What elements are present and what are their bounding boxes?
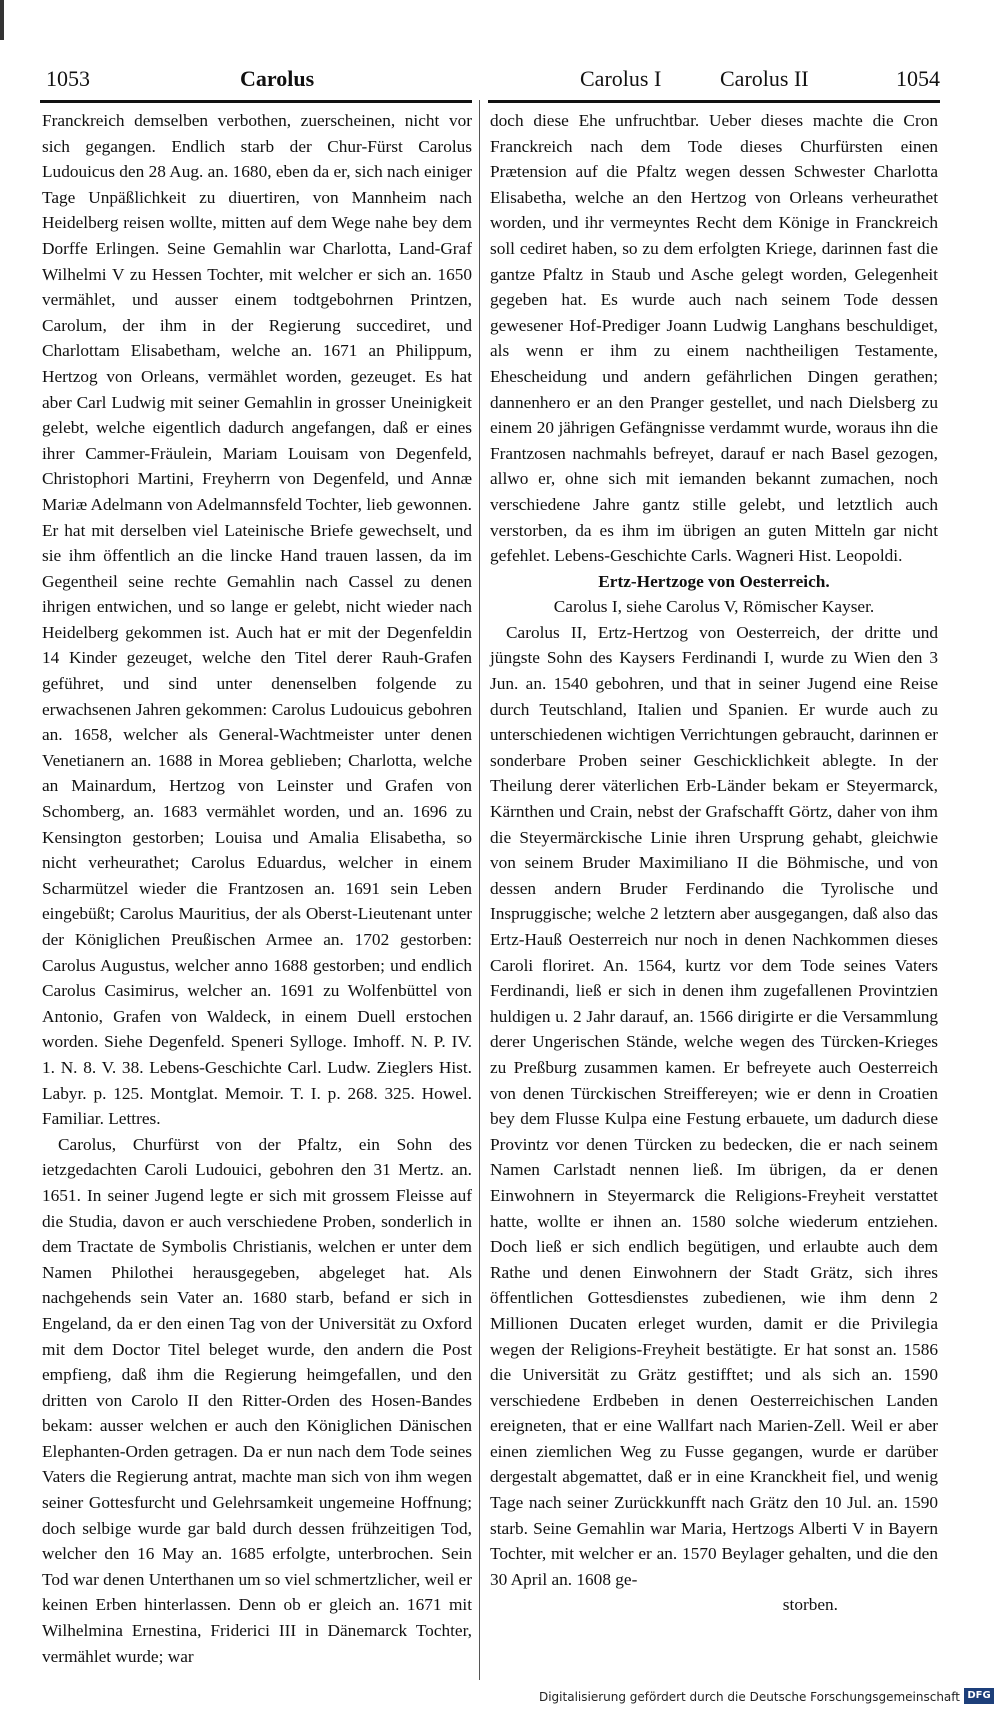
entry-carolus-pfaltz-continued: doch diese Ehe unfruchtbar. Ueber dieses machte die Cron Franckreich nach dem Tode dieses Churfürsten einen Prætension auf die Pfaltz wegen dessen Schwester Charlotta Elisabetha, welche an den Hertzog von Orleans verheurathet worden, und ihr vermeyntes Recht dem Könige in Franckreich soll cediret haben, so zu dem erfolgten Kriege, darinnen fast die gantze Pfaltz in Staub und Asche gelegt worden, Gelegenheit gegeben hat. Es wurde auch nach seinem Tode dessen gewesener Hof-Prediger Joann Ludwig Langhans beschuldiget, als wenn er ihm zu einem nachtheiligen Testamente, Ehescheidung und andern gefährlichen Dingen gerathen; dannenhero er an den Pranger gestellet, und nach Dielsberg zu einem 20 jährigen Gefängnisse verdammt wurde, woraus ihn die Frantzosen nachmahls befreyet, darauf er nach Basel gezogen, allwo er, ohne sich mit iemanden bekannt zumachen, noch verschiedene Jahre gantz stille gelebt, und letztlich auch verstorben, da es ihm im übrigen an guten Mitteln gar nicht gefehlet. Lebens-Geschichte Carls. Wagneri Hist. Leopoldi.	[490, 111, 938, 566]
header-rule-right	[488, 100, 940, 103]
right-page-number: 1054	[896, 66, 940, 91]
left-page-number: 1053	[46, 66, 90, 91]
digitization-credit: Digitalisierung gefördert durch die Deutsche Forschungsgemeinschaft	[538, 1690, 960, 1704]
entry-end-word: storben.	[782, 1595, 838, 1615]
entry-carolus-churfuerst-pfaltz: Carolus, Churfürst von der Pfaltz, ein Sohn des ietzgedachten Caroli Ludouici, gebohren den 31 Mertz. an. 1651. In seiner Jugend legte er sich mit grossem Fleisse auf die Studia, davon er auch verschiedene Proben, sonderlich in dem Tractate de Symbolis Christianis, welchen er unter dem Namen Philothei herausgegeben, abgeleget hat. Als nachgehends sein Vater an. 1680 starb, befand er sich in Engeland, da er den einen Tag von der Universität zu Oxford mit dem Doctor Titel beleget wurde, den andern die Post empfieng, daß ihm die Regierung heimgefallen, und den dritten von Carolo II den Ritter-Orden des Hosen-Bandes bekam: ausser welchen er auch den Königlichen Dänischen Elephanten-Orden getragen. Da er nun nach dem Tode seines Vaters die Regierung antrat, machte man sich von ihm wegen seiner Gottesfurcht und Gelehrsamkeit ungemeine Hoffnung; doch selbige wurde gar bald durch dessen frühzeitigen Tod, welcher den 16 May an. 1685 erfolgte, unterbrochen. Sein Tod war denen Unterthanen um so viel schmertzlicher, weil er keinen Erben hinterlassen. Denn ob er gleich an. 1671 mit Wilhelmina Ernestina, Friderici III in Dänemarck Tochter, vermählet wurde; war	[42, 1134, 472, 1666]
right-running-title-1: Carolus I	[580, 66, 662, 91]
dfg-logo: DFG	[964, 1688, 994, 1704]
column-divider	[479, 100, 480, 1680]
header-rule-left	[40, 100, 472, 103]
left-column	[42, 108, 472, 1669]
cross-reference: Carolus I, siehe Carolus V, Römischer Kayser.	[553, 597, 875, 617]
right-column	[490, 108, 938, 1618]
left-running-title: Carolus	[240, 66, 315, 91]
page-footer	[0, 1686, 1000, 1708]
entry-carolus-ii-oesterreich: Carolus II, Ertz-Hertzog von Oesterreich, der dritte und jüngste Sohn des Kaysers Ferdinandi I, wurde zu Wien den 3 Jun. an. 1540 gebohren, und that in seiner Jugend eine Reise durch Teutschland, Italien und Spanien. Er wurde auch zu unterschiedenen wichtigen Verrichtungen gebraucht, darinnen er sonderbare Proben seiner Geschicklichkeit ablegte. In der Theilung derer väterlichen Erb-Länder bekam er Steyermarck, Kärnthen und Crain, nebst der Grafschafft Görtz, daher von ihm die Steyermärckische Linie ihren Ursprung gehabt, gleichwie von seinem Bruder Maximiliano II die Böhmische, und von dessen andern Bruder Ferdinando die Tyrolische und Inspruggische; welche 2 letztern aber ausgegangen, daß also das Ertz-Hauß Oesterreich nur noch in denen Nachkommen dieses Caroli floriret. An. 1564, kurtz vor dem Tode seines Vaters Ferdinandi, ließ er sich in denen ihm zugefallenen Provintzien huldigen u. 2 Jahr darauf, an. 1566 dirigirte er die Versammlung derer Ungerischen Stände, welche wegen des Türcken-Krieges zu Preßburg zusammen kamen. Er befreyete auch Oesterreich von denen Türckischen Streiffereyen; wie er denn in Croatien bey dem Flusse Kulpa eine Festung erbauete, um dadurch diese Provintz vor denen Türcken zu bedecken, die er nach seinem Namen Carlstadt nennen ließ. Im übrigen, da er denen Einwohnern in Steyermarck die Religions-Freyheit verstattet hatte, wollte er ihnen an. 1580 solche wiederum entziehen. Doch ließ er sich endlich begütigen, und erlaubte auch dem Rathe und denen Einwohnern der Stadt Grätz, sich ihres öffentlichen Gottesdienstes zubedienen, wie ihm denn 2 Millionen Ducaten erleget wurden, damit er die Privilegia wegen der Religions-Freyheit bestätigte. Er hat sonst an. 1586 die Universität zu Grätz gestifftet; und als sich an. 1590 verschiedene Erdbeben in denen Oesterreichischen Landen ereigneten, that er eine Wallfart nach Marien-Zell. Weil er aber einen ziemlichen Weg zu Fusse gegangen, wurde er darüber dergestalt abgemattet, daß er in eine Kranckheit fiel, und wenig Tage nach seiner Zurückkunfft nach Grätz den 10 Jul. an. 1590 starb. Seine Gemahlin war Maria, Hertzogs Alberti V in Bayern Tochter, mit welcher er an. 1570 Beylager gehalten, und die den 30 April an. 1608 ge-	[490, 622, 938, 1589]
binding-mark	[0, 0, 4, 40]
page-header	[40, 66, 940, 102]
right-running-title-2: Carolus II	[720, 66, 809, 91]
section-heading: Ertz-Hertzoge von Oesterreich.	[598, 571, 830, 591]
entry-carolus-ludouicus-continued: Franckreich demselben verbothen, zuerscheinen, nicht vor sich gegangen. Endlich starb der Chur-Fürst Carolus Ludouicus den 28 Aug. an. 1680, eben da er, sich nach einiger Tage Unpäßlichkeit zu diuertiren, von Mannheim nach Heidelberg reisen wollte, mitten auf dem Wege nahe bey dem Dorffe Erlingen. Seine Gemahlin war Charlotta, Land-Graf Wilhelmi V zu Hessen Tochter, mit welcher er sich an. 1650 vermählet, und ausser einem todtgebohrnen Printzen, Carolum, der ihm in der Regierung succediret, und Charlottam Elisabetham, welche an. 1671 an Philippum, Hertzog von Orleans, vermählet worden, gezeuget. Es hat aber Carl Ludwig mit seiner Gemahlin in grosser Uneinigkeit gelebt, welche eigentlich dadurch angefangen, daß er eines ihrer Cammer-Fräulein, Mariam Louisam von Degenfeld, Christophori Martini, Freyherrn von Degenfeld, und Annæ Mariæ Adelmann von Adelmannsfeld Tochter, lieb gewonnen. Er hat mit derselben viel Lateinische Briefe gewechselt, und sie ihm öffentlich an die lincke Hand trauen lassen, da im Gegentheil seine rechte Gemahlin nach Cassel zu denen ihrigen entwichen, und so lange er gelebt, nicht wieder nach Heidelberg gekommen ist. Auch hat er mit der Degenfeldin 14 Kinder gezeuget, welche den Titel derer Rauh-Grafen geführet, und sind unter denenselben folgende zu erwachsenen Jahren gekommen: Carolus Ludouicus gebohren an. 1658, welcher als General-Wachtmeister unter denen Venetianern an. 1688 in Morea geblieben; Charlotta, welche an Mainardum, Hertzog von Leinster und Grafen von Schomberg, an. 1683 vermählet worden, und an. 1696 zu Kensington gestorben; Louisa und Amalia Elisabetha, so nicht verheurathet; Carolus Eduardus, welcher in einem Scharmützel wieder die Frantzosen an. 1691 sein Leben eingebüßt; Carolus Mauritius, der als Oberst-Lieutenant unter der Königlichen Preußischen Armee an. 1702 gestorben: Carolus Augustus, welcher anno 1688 gestorben; und endlich Carolus Casimirus, welcher an. 1691 zu Wolfenbüttel von Antonio, Grafen von Waldeck, in einem Duell erstochen worden. Siehe Degenfeld. Speneri Sylloge. Imhoff. N. P. IV. 1. N. 8. V. 38. Lebens-Geschichte Carl. Ludw. Zieglers Hist. Labyr. p. 125. Montglat. Memoir. T. I. p. 268. 325. Howel. Familiar. Lettres.	[42, 111, 472, 1129]
